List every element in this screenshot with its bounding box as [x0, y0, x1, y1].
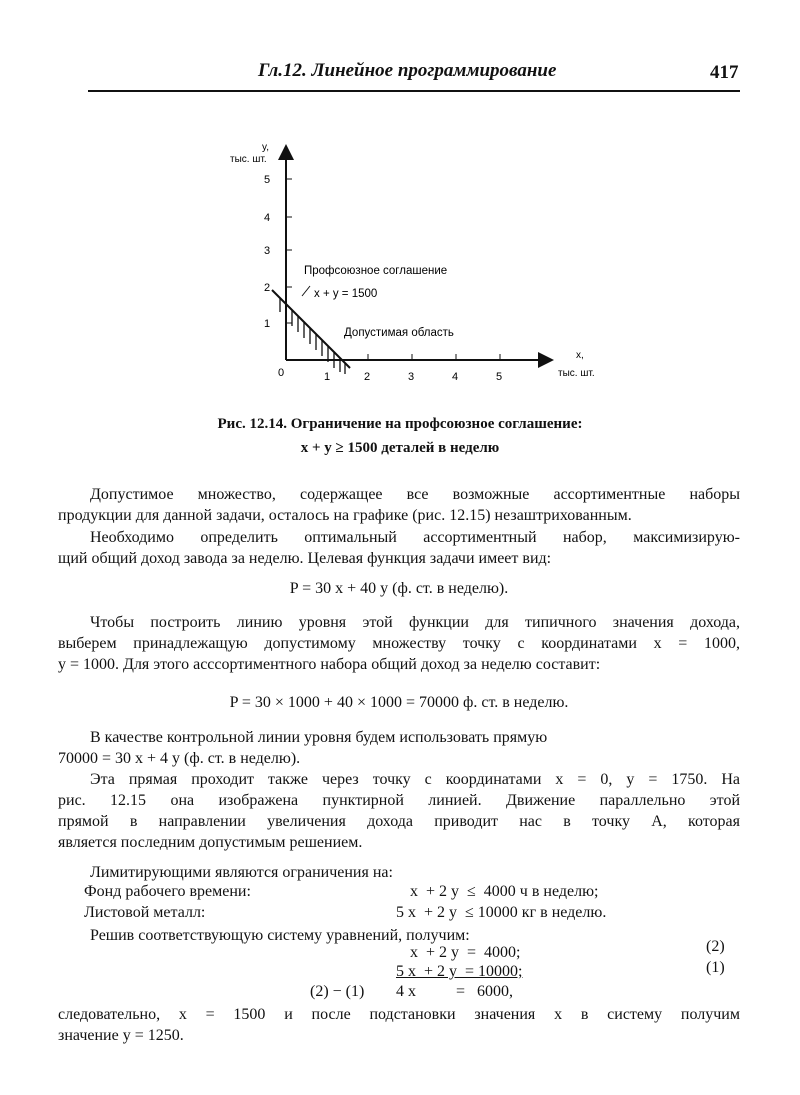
paragraph-line: Чтобы построить линию уровня этой функции для типичного значения дохода, — [90, 614, 740, 631]
label-constraint-equation: x + y = 1500 — [314, 288, 378, 300]
y-tick-label: 4 — [264, 212, 271, 224]
figure-12-14 — [190, 130, 620, 390]
limit-name: Листовой металл: — [84, 904, 206, 921]
page-number: 417 — [710, 62, 739, 83]
y-tick-label: 1 — [264, 318, 271, 330]
x-tick-label: 0 — [278, 367, 285, 379]
paragraph-line: 70000 = 30 x + 4 y (ф. ст. в неделю). — [58, 750, 301, 767]
x-tick-label: 1 — [324, 371, 331, 383]
x-tick-label: 4 — [452, 371, 459, 383]
label-union-agreement: Профсоюзное соглашение — [304, 265, 448, 277]
paragraph-line: является последним допустимым решением. — [58, 834, 363, 851]
y-tick-label: 5 — [264, 174, 271, 186]
equation-line: x + 2 y = 4000; — [410, 944, 521, 961]
paragraph-line: выберем принадлежащую допустимому множеству точку с координатами x = 1000, — [58, 635, 740, 652]
constraint-line — [272, 290, 350, 368]
limit-name: Фонд рабочего времени: — [84, 883, 251, 900]
equation-number: (2) — [706, 938, 725, 955]
paragraph-line: Допустимое множество, содержащее все возможные ассортиментные наборы — [90, 486, 740, 503]
x-axis-unit: тыс. шт. — [558, 368, 595, 379]
paragraph-line: рис. 12.15 она изображена пунктирной линией. Движение параллельно этой — [58, 792, 740, 809]
header-rule — [88, 90, 740, 92]
paragraph-line: прямой в направлении увеличения дохода приводит нас в точку A, которая — [58, 813, 740, 830]
formula-revenue: P = 30 × 1000 + 40 × 1000 = 70000 ф. ст. в неделю. — [229, 694, 569, 711]
equation-line: 5 x + 2 y = 10000; — [396, 963, 523, 980]
figure-caption-line-1: Рис. 12.14. Ограничение на профсоюзное соглашение: — [217, 416, 583, 432]
limits-intro: Лимитирующими являются ограничения на: — [90, 864, 393, 881]
y-axis-unit: тыс. шт. — [230, 154, 267, 165]
running-header-title: Гл.12. Линейное программирование — [258, 60, 557, 81]
paragraph-line: y = 1000. Для этого асссортиментного набора общий доход за неделю составит: — [58, 656, 601, 673]
x-tick-label: 2 — [364, 371, 371, 383]
limit-expression: 5 x + 2 y ≤ 10000 кг в неделю. — [396, 904, 607, 921]
equation-number: (1) — [706, 959, 725, 976]
equation-line: 4 x = 6000, — [396, 983, 514, 1000]
label-feasible-region: Допустимая область — [344, 327, 454, 339]
y-axis-label: y, — [262, 142, 270, 153]
paragraph-line: Эта прямая проходит также через точку с координатами x = 0, y = 1750. На — [90, 771, 740, 788]
solve-intro: Решив соответствующую систему уравнений, получим: — [90, 927, 470, 944]
x-axis-label: x, — [576, 350, 584, 361]
paragraph-line: В качестве контрольной линии уровня будем использовать прямую — [90, 729, 548, 746]
paragraph-line: значение y = 1250. — [58, 1027, 184, 1044]
formula-objective: P = 30 x + 40 y (ф. ст. в неделю). — [289, 580, 509, 597]
paragraph-line: щий общий доход завода за неделю. Целевая функция задачи имеет вид: — [58, 550, 552, 567]
x-tick-label: 3 — [408, 371, 415, 383]
paragraph-line: Необходимо определить оптимальный ассортиментный набор, максимизирую- — [90, 529, 740, 546]
y-tick-label: 2 — [264, 282, 271, 294]
equation-prefix: (2) − (1) — [310, 983, 365, 1000]
paragraph-line: следовательно, x = 1500 и после подстановки значения x в систему получим — [58, 1006, 740, 1023]
y-tick-label: 3 — [264, 245, 271, 257]
paragraph-line: продукции для данной задачи, осталось на графике (рис. 12.15) незаштрихованным. — [58, 507, 632, 524]
infeasible-hatching — [280, 298, 345, 374]
limit-expression: x + 2 y ≤ 4000 ч в неделю; — [410, 883, 599, 900]
figure-caption-line-2: x + y ≥ 1500 деталей в неделю — [300, 440, 500, 456]
x-tick-label: 5 — [496, 371, 503, 383]
